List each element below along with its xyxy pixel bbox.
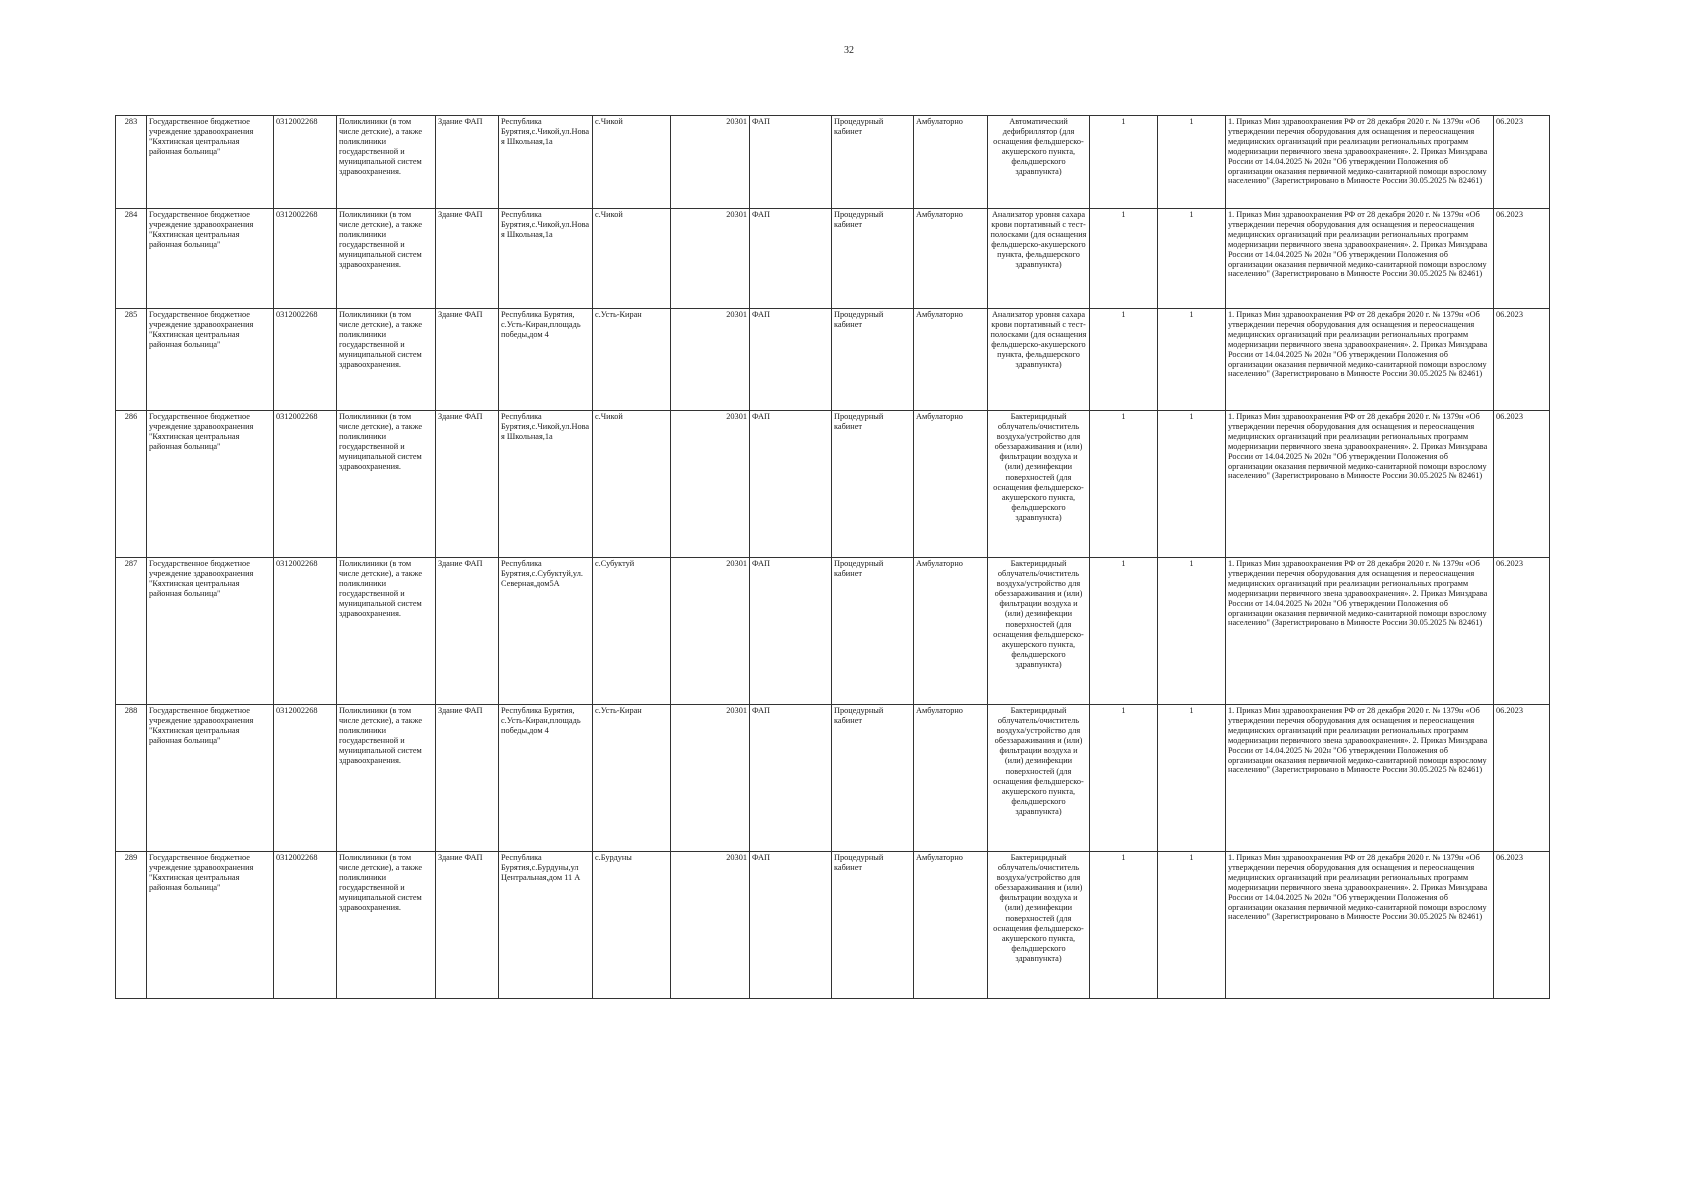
legal-basis: 1. Приказ Мин здравоохранения РФ от 28 декабря 2020 г. № 1379н «Об утверждении перечня оборудования для оснащения и переоснащения медицинских организаций при реализации региональных программ модернизации первичного звена здравоохранения». 2. Приказ Минздрава России от 14.04.2025 № 202н "Об утверждении Положения об организации оказания первичной медико-санитарной помощи взрослому населению" (Зарегистрировано в Минюсте России 30.05.2025 № 82461) <box>1226 558 1494 705</box>
organization-name: Государственное бюджетное учреждение здравоохранения "Кяхтинская центральная районная больница" <box>147 209 274 309</box>
building: Здание ФАП <box>436 558 499 705</box>
quantity-needed: 1 <box>1158 411 1226 558</box>
room: Процедурный кабинет <box>832 116 914 209</box>
equipment: Бактерицидный облучатель/очиститель воздуха/устройство для обеззараживания и (или) фильтрации воздуха и (или) дезинфекции поверхностей (для оснащения фельдшерско-акушерского пункта, фельдшерского здравпункта) <box>988 411 1090 558</box>
quantity-needed: 1 <box>1158 309 1226 411</box>
locality: с.Усть-Киран <box>593 309 671 411</box>
building: Здание ФАП <box>436 209 499 309</box>
locality: с.Бурдуны <box>593 852 671 999</box>
facility-type: Поликлиники (в том числе детские), а также поликлиники государственной и муниципальной систем здравоохранения. <box>337 411 436 558</box>
quantity-required: 1 <box>1090 209 1158 309</box>
organization-name: Государственное бюджетное учреждение здравоохранения "Кяхтинская центральная районная больница" <box>147 852 274 999</box>
table-row <box>116 116 1550 209</box>
date: 06.2023 <box>1494 116 1550 209</box>
code: 20301 <box>671 705 750 852</box>
care-mode: Амбулаторно <box>914 705 988 852</box>
quantity-needed: 1 <box>1158 116 1226 209</box>
date: 06.2023 <box>1494 705 1550 852</box>
care-mode: Амбулаторно <box>914 209 988 309</box>
organization-name: Государственное бюджетное учреждение здравоохранения "Кяхтинская центральная районная больница" <box>147 116 274 209</box>
quantity-needed: 1 <box>1158 852 1226 999</box>
equipment: Бактерицидный облучатель/очиститель воздуха/устройство для обеззараживания и (или) фильтрации воздуха и (или) дезинфекции поверхностей (для оснащения фельдшерско-акушерского пункта, фельдшерского здравпункта) <box>988 852 1090 999</box>
room: Процедурный кабинет <box>832 309 914 411</box>
equipment: Бактерицидный облучатель/очиститель воздуха/устройство для обеззараживания и (или) фильтрации воздуха и (или) дезинфекции поверхностей (для оснащения фельдшерско-акушерского пункта, фельдшерского здравпункта) <box>988 558 1090 705</box>
equipment-registry-table <box>115 115 1550 999</box>
inn-code: 0312002268 <box>274 116 337 209</box>
unit: ФАП <box>750 558 832 705</box>
address: Республика Бурятия,с.Чикой,ул.Новая Школьная,1а <box>499 209 593 309</box>
address: Республика Бурятия,с.Субуктуй,ул. Северная,дом5А <box>499 558 593 705</box>
table-row <box>116 852 1550 999</box>
table-row <box>116 558 1550 705</box>
locality: с.Чикой <box>593 116 671 209</box>
care-mode: Амбулаторно <box>914 558 988 705</box>
date: 06.2023 <box>1494 209 1550 309</box>
building: Здание ФАП <box>436 705 499 852</box>
room: Процедурный кабинет <box>832 209 914 309</box>
care-mode: Амбулаторно <box>914 116 988 209</box>
building: Здание ФАП <box>436 852 499 999</box>
equipment: Анализатор уровня сахара крови портативный с тест-полосками (для оснащения фельдшерско-акушерского пункта, фельдшерского здравпункта) <box>988 309 1090 411</box>
equipment: Автоматический дефибриллятор (для оснащения фельдшерско-акушерского пункта, фельдшерского здравпункта) <box>988 116 1090 209</box>
address: Республика Бурятия,с.Бурдуны,ул Центральная,дом 11 А <box>499 852 593 999</box>
locality: с.Чикой <box>593 411 671 558</box>
table-row <box>116 411 1550 558</box>
quantity-required: 1 <box>1090 852 1158 999</box>
locality: с.Чикой <box>593 209 671 309</box>
unit: ФАП <box>750 209 832 309</box>
inn-code: 0312002268 <box>274 209 337 309</box>
unit: ФАП <box>750 309 832 411</box>
table-row <box>116 209 1550 309</box>
code: 20301 <box>671 116 750 209</box>
room: Процедурный кабинет <box>832 852 914 999</box>
inn-code: 0312002268 <box>274 852 337 999</box>
building: Здание ФАП <box>436 309 499 411</box>
table-row <box>116 309 1550 411</box>
code: 20301 <box>671 309 750 411</box>
legal-basis: 1. Приказ Мин здравоохранения РФ от 28 декабря 2020 г. № 1379н «Об утверждении перечня оборудования для оснащения и переоснащения медицинских организаций при реализации региональных программ модернизации первичного звена здравоохранения». 2. Приказ Минздрава России от 14.04.2025 № 202н "Об утверждении Положения об организации оказания первичной медико-санитарной помощи взрослому населению" (Зарегистрировано в Минюсте России 30.05.2025 № 82461) <box>1226 411 1494 558</box>
address: Республика Бурятия,с.Чикой,ул.Новая Школьная,1а <box>499 411 593 558</box>
quantity-required: 1 <box>1090 558 1158 705</box>
unit: ФАП <box>750 411 832 558</box>
organization-name: Государственное бюджетное учреждение здравоохранения "Кяхтинская центральная районная больница" <box>147 558 274 705</box>
row-number: 284 <box>116 209 147 309</box>
equipment: Анализатор уровня сахара крови портативный с тест-полосками (для оснащения фельдшерско-акушерского пункта, фельдшерского здравпункта) <box>988 209 1090 309</box>
date: 06.2023 <box>1494 558 1550 705</box>
code: 20301 <box>671 852 750 999</box>
inn-code: 0312002268 <box>274 705 337 852</box>
address: Республика Бурятия,с.Чикой,ул.Новая Школьная,1а <box>499 116 593 209</box>
quantity-needed: 1 <box>1158 705 1226 852</box>
facility-type: Поликлиники (в том числе детские), а также поликлиники государственной и муниципальной систем здравоохранения. <box>337 558 436 705</box>
facility-type: Поликлиники (в том числе детские), а также поликлиники государственной и муниципальной систем здравоохранения. <box>337 705 436 852</box>
quantity-needed: 1 <box>1158 209 1226 309</box>
locality: с.Усть-Киран <box>593 705 671 852</box>
care-mode: Амбулаторно <box>914 309 988 411</box>
inn-code: 0312002268 <box>274 309 337 411</box>
legal-basis: 1. Приказ Мин здравоохранения РФ от 28 декабря 2020 г. № 1379н «Об утверждении перечня оборудования для оснащения и переоснащения медицинских организаций при реализации региональных программ модернизации первичного звена здравоохранения». 2. Приказ Минздрава России от 14.04.2025 № 202н "Об утверждении Положения об организации оказания первичной медико-санитарной помощи взрослому населению" (Зарегистрировано в Минюсте России 30.05.2025 № 82461) <box>1226 852 1494 999</box>
inn-code: 0312002268 <box>274 558 337 705</box>
code: 20301 <box>671 411 750 558</box>
building: Здание ФАП <box>436 116 499 209</box>
room: Процедурный кабинет <box>832 705 914 852</box>
quantity-required: 1 <box>1090 309 1158 411</box>
organization-name: Государственное бюджетное учреждение здравоохранения "Кяхтинская центральная районная больница" <box>147 411 274 558</box>
building: Здание ФАП <box>436 411 499 558</box>
quantity-needed: 1 <box>1158 558 1226 705</box>
row-number: 283 <box>116 116 147 209</box>
row-number: 286 <box>116 411 147 558</box>
legal-basis: 1. Приказ Мин здравоохранения РФ от 28 декабря 2020 г. № 1379н «Об утверждении перечня оборудования для оснащения и переоснащения медицинских организаций при реализации региональных программ модернизации первичного звена здравоохранения». 2. Приказ Минздрава России от 14.04.2025 № 202н "Об утверждении Положения об организации оказания первичной медико-санитарной помощи взрослому населению" (Зарегистрировано в Минюсте России 30.05.2025 № 82461) <box>1226 705 1494 852</box>
table-row <box>116 705 1550 852</box>
legal-basis: 1. Приказ Мин здравоохранения РФ от 28 декабря 2020 г. № 1379н «Об утверждении перечня оборудования для оснащения и переоснащения медицинских организаций при реализации региональных программ модернизации первичного звена здравоохранения». 2. Приказ Минздрава России от 14.04.2025 № 202н "Об утверждении Положения об организации оказания первичной медико-санитарной помощи взрослому населению" (Зарегистрировано в Минюсте России 30.05.2025 № 82461) <box>1226 116 1494 209</box>
care-mode: Амбулаторно <box>914 852 988 999</box>
facility-type: Поликлиники (в том числе детские), а также поликлиники государственной и муниципальной систем здравоохранения. <box>337 116 436 209</box>
inn-code: 0312002268 <box>274 411 337 558</box>
row-number: 288 <box>116 705 147 852</box>
equipment: Бактерицидный облучатель/очиститель воздуха/устройство для обеззараживания и (или) фильтрации воздуха и (или) дезинфекции поверхностей (для оснащения фельдшерско-акушерского пункта, фельдшерского здравпункта) <box>988 705 1090 852</box>
care-mode: Амбулаторно <box>914 411 988 558</box>
legal-basis: 1. Приказ Мин здравоохранения РФ от 28 декабря 2020 г. № 1379н «Об утверждении перечня оборудования для оснащения и переоснащения медицинских организаций при реализации региональных программ модернизации первичного звена здравоохранения». 2. Приказ Минздрава России от 14.04.2025 № 202н "Об утверждении Положения об организации оказания первичной медико-санитарной помощи взрослому населению" (Зарегистрировано в Минюсте России 30.05.2025 № 82461) <box>1226 209 1494 309</box>
facility-type: Поликлиники (в том числе детские), а также поликлиники государственной и муниципальной систем здравоохранения. <box>337 209 436 309</box>
unit: ФАП <box>750 852 832 999</box>
code: 20301 <box>671 209 750 309</box>
room: Процедурный кабинет <box>832 558 914 705</box>
facility-type: Поликлиники (в том числе детские), а также поликлиники государственной и муниципальной систем здравоохранения. <box>337 852 436 999</box>
date: 06.2023 <box>1494 411 1550 558</box>
date: 06.2023 <box>1494 852 1550 999</box>
legal-basis: 1. Приказ Мин здравоохранения РФ от 28 декабря 2020 г. № 1379н «Об утверждении перечня оборудования для оснащения и переоснащения медицинских организаций при реализации региональных программ модернизации первичного звена здравоохранения». 2. Приказ Минздрава России от 14.04.2025 № 202н "Об утверждении Положения об организации оказания первичной медико-санитарной помощи взрослому населению" (Зарегистрировано в Минюсте России 30.05.2025 № 82461) <box>1226 309 1494 411</box>
row-number: 289 <box>116 852 147 999</box>
unit: ФАП <box>750 116 832 209</box>
quantity-required: 1 <box>1090 116 1158 209</box>
room: Процедурный кабинет <box>832 411 914 558</box>
unit: ФАП <box>750 705 832 852</box>
facility-type: Поликлиники (в том числе детские), а также поликлиники государственной и муниципальной систем здравоохранения. <box>337 309 436 411</box>
code: 20301 <box>671 558 750 705</box>
page-number: 32 <box>844 45 854 56</box>
quantity-required: 1 <box>1090 705 1158 852</box>
row-number: 285 <box>116 309 147 411</box>
row-number: 287 <box>116 558 147 705</box>
quantity-required: 1 <box>1090 411 1158 558</box>
address: Республика Бурятия, с.Усть-Киран,площадь победы,дом 4 <box>499 309 593 411</box>
address: Республика Бурятия, с.Усть-Киран,площадь победы,дом 4 <box>499 705 593 852</box>
locality: с.Субуктуй <box>593 558 671 705</box>
organization-name: Государственное бюджетное учреждение здравоохранения "Кяхтинская центральная районная больница" <box>147 705 274 852</box>
organization-name: Государственное бюджетное учреждение здравоохранения "Кяхтинская центральная районная больница" <box>147 309 274 411</box>
date: 06.2023 <box>1494 309 1550 411</box>
